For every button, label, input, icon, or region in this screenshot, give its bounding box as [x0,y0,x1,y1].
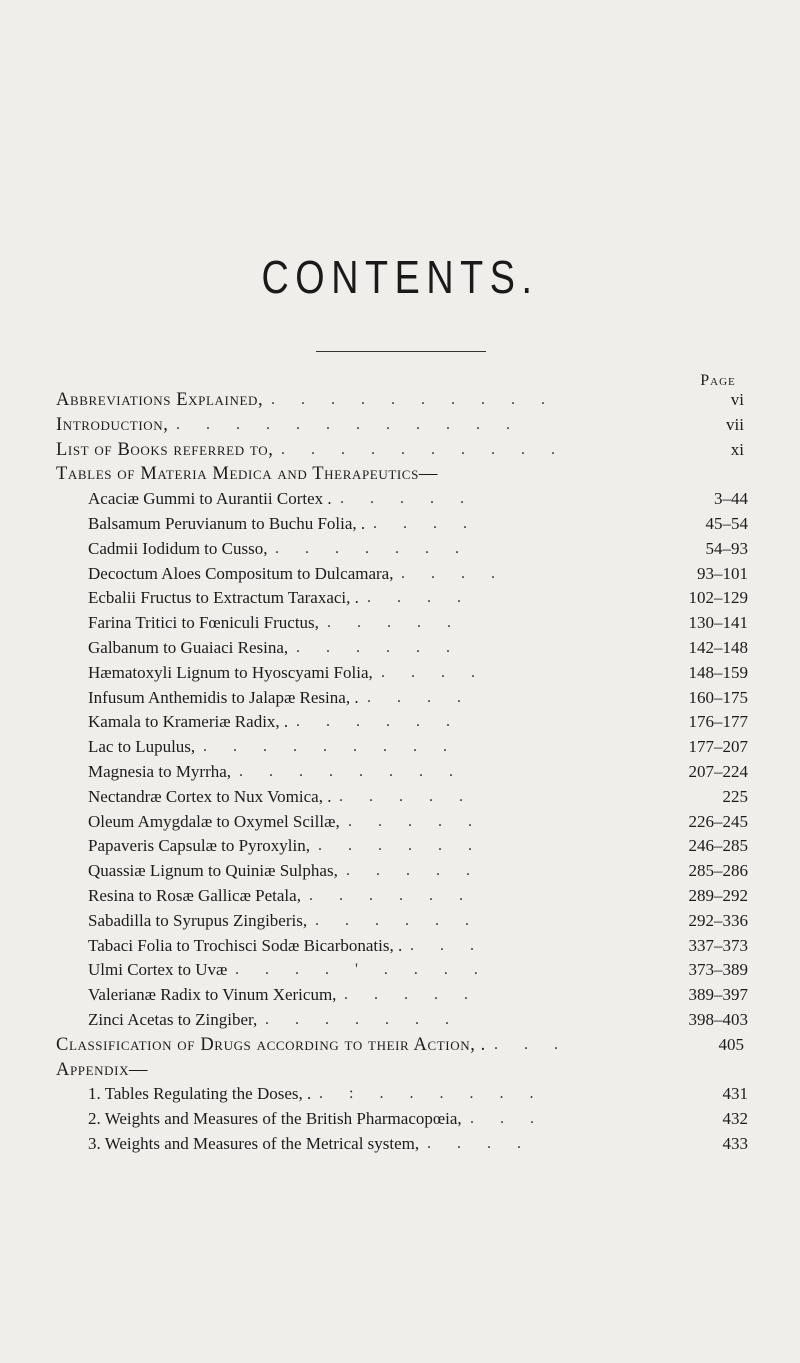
toc-entry-label: Classification of Drugs according to their Action, . [56,1034,486,1055]
toc-entry [0,686,800,711]
toc-entry-label: Balsamum Peruvianum to Buchu Folia, . [88,513,366,533]
toc-entry-label: 1. Tables Regulating the Doses, . [88,1084,312,1104]
toc-entry-label: Ulmi Cortex to Uvæ [88,960,228,980]
toc-entry [0,760,800,785]
toc-entry-label: 3. Weights and Measures of the Metrical system, [88,1133,420,1153]
toc-entry [0,1082,800,1107]
toc-leader-dots: . . . [410,936,485,954]
toc-entry [0,983,800,1008]
toc-entry [0,388,800,413]
toc-entry-label: Ecbalii Fructus to Extractum Taraxaci, . [88,588,359,608]
toc-entry [0,859,800,884]
toc-entry-page: 226–245 [688,811,748,831]
toc-entry-page: 130–141 [688,613,748,633]
toc-entry [0,785,800,810]
toc-leader-dots: . . . . . . [318,837,483,855]
toc-leader-dots: . . . . . . . . [239,762,464,780]
toc-leader-dots: . . . . . . [309,886,474,904]
toc-entry [0,1107,800,1132]
toc-entry-page: 337–373 [688,935,748,955]
toc-entry-page: 54–93 [705,538,748,558]
toc-leader-dots: . . . . . . . [265,1010,460,1028]
toc-entry-label: Decoctum Aloes Compositum to Dulcamara, [88,563,394,583]
toc-entry [0,487,800,512]
toc-leader-dots: . . . . . . [296,713,461,731]
toc-leader-dots: . . . . . [344,986,479,1004]
toc-entry-page: 289–292 [688,885,748,905]
toc-leader-dots: . . . [494,1035,569,1053]
toc-leader-dots: . . . . . . . [275,539,470,557]
toc-leader-dots: . . . . . . . . . [203,738,458,756]
toc-leader-dots: . . . . [367,688,472,706]
toc-leader-dots: . : . . . . . . [319,1085,545,1103]
toc-leader-dots: . . . . [373,514,478,532]
toc-entry-page: 432 [722,1109,748,1129]
toc-entry-page: 148–159 [688,662,748,682]
toc-entry-page: 373–389 [688,960,748,980]
toc-entry-page: 246–285 [688,836,748,856]
toc-entry-page: 177–207 [688,737,748,757]
toc-entry [0,1058,800,1083]
toc-entry-page: 398–403 [688,1009,748,1029]
toc-entry-page: 3–44 [714,489,748,509]
toc-entry-page: 431 [722,1084,748,1104]
toc-leader-dots: . . . . ' . . . . [235,961,489,979]
toc-entry-page: 225 [722,786,748,806]
toc-entry-label: Magnesia to Myrrha, [88,761,232,781]
toc-leader-dots: . . . . [381,663,486,681]
toc-entry-label: 2. Weights and Measures of the British Pharmacopœia, [88,1109,462,1129]
toc-entry-label: Acaciæ Gummi to Aurantii Cortex . [88,489,332,509]
toc-leader-dots: . . . . . [348,812,483,830]
toc-entry [0,909,800,934]
page-title: CONTENTS. [261,251,539,303]
toc-entry-page: vii [726,414,744,434]
toc-leader-dots: . . . . [401,564,506,582]
toc-entry [0,438,800,463]
toc-entry-page: 207–224 [688,761,748,781]
toc-leader-dots: . . . . [367,589,472,607]
toc-entry [0,1008,800,1033]
toc-entry [0,810,800,835]
toc-entry [0,413,800,438]
toc-leader-dots: . . . [470,1110,545,1128]
toc-entry-page: 285–286 [688,861,748,881]
toc-entry [0,735,800,760]
toc-entry-label: Oleum Amygdalæ to Oxymel Scillæ, [88,811,340,831]
toc-entry-page: 45–54 [705,513,748,533]
toc-entry [0,611,800,636]
toc-entry-label: Sabadilla to Syrupus Zingiberis, [88,910,308,930]
toc-entry [0,884,800,909]
toc-entry [0,586,800,611]
toc-entry-label: Abbreviations Explained, [56,390,264,410]
toc-entry-label: Lac to Lupulus, [88,737,196,757]
toc-leader-dots: . . . . . [327,614,462,632]
toc-entry-label: Appendix— [56,1059,149,1080]
toc-entry-label: Resina to Rosæ Gallicæ Petala, [88,885,301,905]
toc-entry [0,562,800,587]
toc-entry-label: Introduction, [56,414,169,435]
toc-entry-label: Valerianæ Radix to Vinum Xericum, [88,985,337,1005]
toc-entry [0,636,800,661]
toc-entry-label: Cadmii Iodidum to Cusso, [88,538,268,558]
toc-leader-dots: . . . . . . . . . . [271,391,556,408]
toc-entry-page: vi [730,390,744,409]
toc-entry [0,934,800,959]
toc-leader-dots: . . . . . [346,862,481,880]
toc-entry-label: Zinci Acetas to Zingiber, [88,1009,258,1029]
toc-entry-label: Hæmatoxyli Lignum to Hyoscyami Folia, [88,662,373,682]
toc-entry-label: Nectandræ Cortex to Nux Vomica, . [88,786,332,806]
table-of-contents [0,388,800,1157]
toc-entry [0,661,800,686]
toc-entry-label: Papaveris Capsulæ to Pyroxylin, [88,836,310,856]
toc-entry-label: Tabaci Folia to Trochisci Sodæ Bicarbonatis, . [88,935,403,955]
toc-entry-label: Infusum Anthemidis to Jalapæ Resina, . [88,687,359,707]
toc-entry-page: 389–397 [688,985,748,1005]
toc-leader-dots: . . . . . . . . . . . . [176,415,521,433]
toc-entry [0,1132,800,1157]
toc-entry-page: xi [730,439,744,459]
toc-entry [0,958,800,983]
title-rule [316,351,486,352]
toc-entry-page: 292–336 [688,910,748,930]
toc-leader-dots: . . . . . . [315,911,480,929]
toc-entry-page: 142–148 [688,637,748,657]
toc-entry [0,462,800,487]
toc-leader-dots: . . . . [427,1134,532,1152]
toc-leader-dots: . . . . . [339,787,474,805]
toc-leader-dots: . . . . . [340,490,475,508]
toc-entry-page: 176–177 [688,712,748,732]
toc-entry [0,512,800,537]
toc-entry-page: 93–101 [697,563,748,583]
toc-entry-page: 102–129 [688,588,748,608]
toc-entry-page: 160–175 [688,687,748,707]
toc-entry-label: Farina Tritici to Fœniculi Fructus, [88,613,319,633]
page-column-heading: Page [700,372,736,389]
toc-entry [0,710,800,735]
toc-entry-label: Galbanum to Guaiaci Resina, [88,637,289,657]
toc-entry-page: 433 [722,1133,748,1153]
toc-entry-label: Kamala to Krameriæ Radix, . [88,712,289,732]
toc-entry-label: Tables of Materia Medica and Therapeutics— [56,464,438,485]
toc-leader-dots: . . . . . . . . . . [281,440,566,458]
toc-entry-page: 405 [718,1034,744,1054]
toc-entry [0,834,800,859]
toc-entry-label: Quassiæ Lignum to Quiniæ Sulphas, [88,861,338,881]
toc-entry [0,537,800,562]
toc-entry [0,1033,800,1058]
toc-leader-dots: . . . . . . [296,638,461,656]
toc-entry-label: List of Books referred to, [56,439,274,460]
